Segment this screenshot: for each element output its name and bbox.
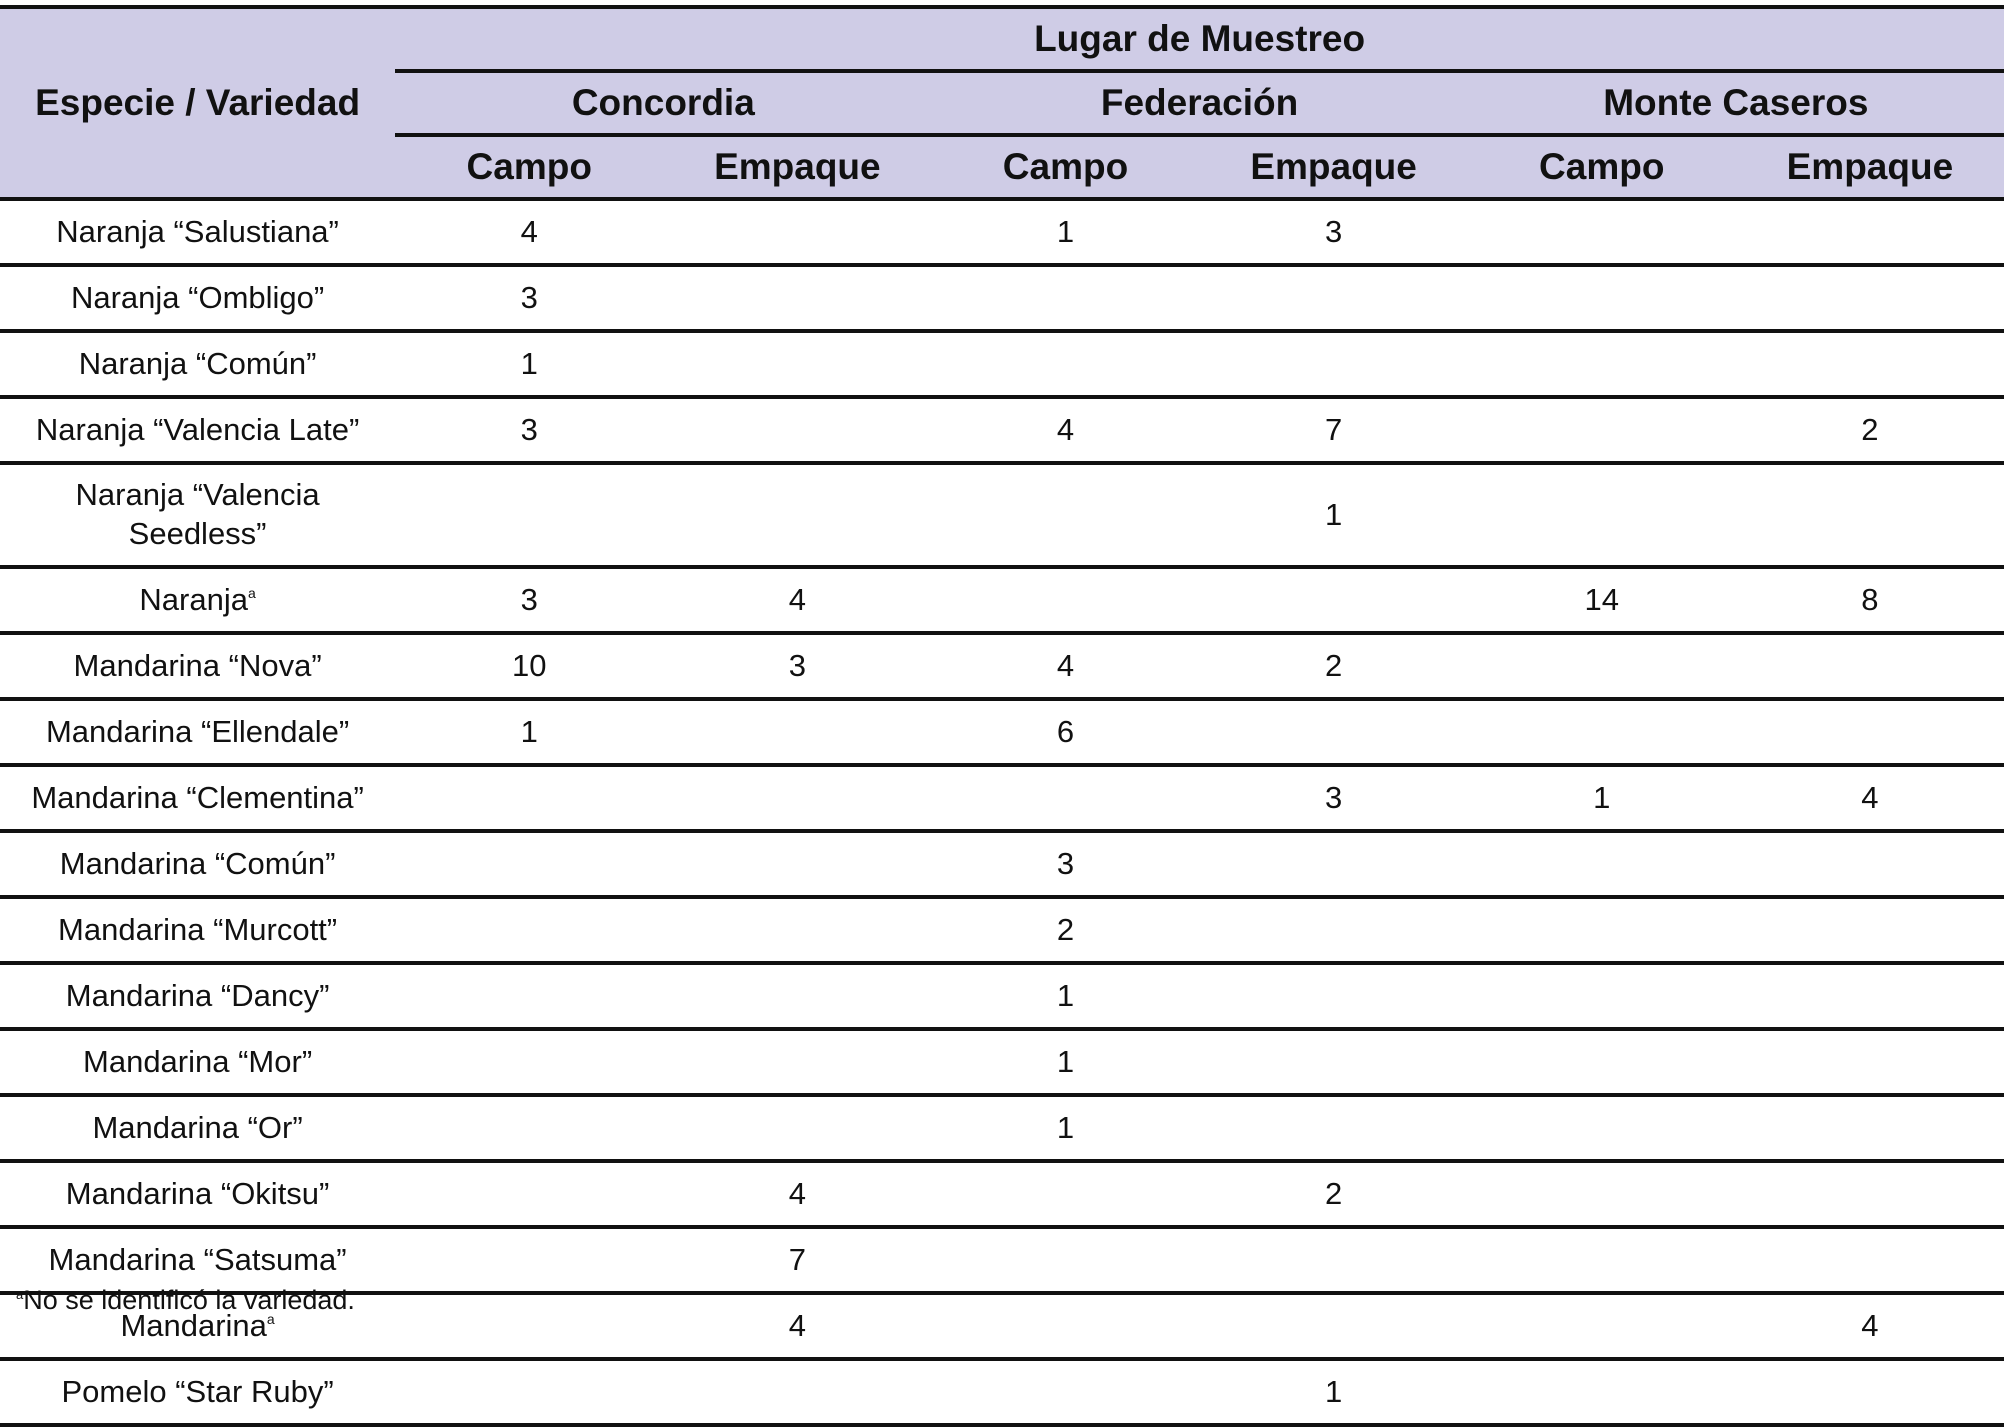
count-cell bbox=[663, 199, 931, 265]
table-row bbox=[0, 331, 2004, 397]
count-cell bbox=[1200, 831, 1468, 897]
count-cell bbox=[1200, 1293, 1468, 1359]
count-cell: 7 bbox=[1200, 397, 1468, 463]
count-cell bbox=[663, 897, 931, 963]
count-cell bbox=[395, 1161, 663, 1227]
count-cell bbox=[1468, 1293, 1736, 1359]
species-name: Mandarina bbox=[120, 1307, 267, 1343]
count-cell: 3 bbox=[395, 397, 663, 463]
count-cell bbox=[663, 1029, 931, 1095]
location-header-concordia: Concordia bbox=[395, 71, 931, 135]
species-name: Naranja “Común” bbox=[78, 345, 317, 381]
count-cell bbox=[1468, 633, 1736, 699]
count-cell bbox=[663, 831, 931, 897]
count-cell bbox=[395, 463, 663, 567]
species-name: Mandarina “Satsuma” bbox=[48, 1241, 347, 1277]
count-cell bbox=[931, 567, 1199, 633]
location-header-monte-caseros: Monte Caseros bbox=[1468, 71, 2004, 135]
species-cell bbox=[0, 765, 395, 831]
species-name: Mandarina “Okitsu” bbox=[65, 1175, 330, 1211]
count-cell bbox=[1200, 567, 1468, 633]
count-cell bbox=[1736, 831, 2004, 897]
count-cell: 1 bbox=[1468, 765, 1736, 831]
count-cell: 1 bbox=[931, 963, 1199, 1029]
table-row bbox=[0, 1161, 2004, 1227]
subcolumn-header: Empaque bbox=[663, 135, 931, 199]
species-name: Mandarina “Or” bbox=[92, 1109, 303, 1145]
species-name: Mandarina “Común” bbox=[59, 845, 336, 881]
count-cell bbox=[663, 265, 931, 331]
count-cell: 6 bbox=[931, 699, 1199, 765]
count-cell bbox=[395, 963, 663, 1029]
count-cell bbox=[1200, 1227, 1468, 1293]
subcolumn-header: Campo bbox=[931, 135, 1199, 199]
species-name: Mandarina “Clementina” bbox=[31, 779, 364, 815]
count-cell bbox=[1200, 699, 1468, 765]
count-cell: 1 bbox=[931, 1095, 1199, 1161]
table-row bbox=[0, 897, 2004, 963]
table-row bbox=[0, 1029, 2004, 1095]
subcolumn-header: Campo bbox=[1468, 135, 1736, 199]
species-name: Mandarina “Mor” bbox=[83, 1043, 313, 1079]
count-cell: 8 bbox=[1736, 567, 2004, 633]
count-cell bbox=[1200, 897, 1468, 963]
count-cell bbox=[1468, 331, 1736, 397]
count-cell: 4 bbox=[663, 567, 931, 633]
species-name: Mandarina “Dancy” bbox=[65, 977, 330, 1013]
species-cell bbox=[0, 963, 395, 1029]
footnote bbox=[16, 1285, 355, 1316]
count-cell bbox=[1468, 1359, 1736, 1425]
count-cell bbox=[1468, 831, 1736, 897]
count-cell: 1 bbox=[931, 199, 1199, 265]
species-name: Naranja bbox=[139, 581, 248, 617]
footnote-marker: a bbox=[266, 1310, 275, 1327]
count-cell: 1 bbox=[395, 331, 663, 397]
count-cell: 4 bbox=[931, 397, 1199, 463]
count-cell: 3 bbox=[395, 265, 663, 331]
count-cell bbox=[931, 765, 1199, 831]
table-row bbox=[0, 1095, 2004, 1161]
species-cell bbox=[0, 633, 395, 699]
count-cell: 4 bbox=[663, 1161, 931, 1227]
count-cell: 14 bbox=[1468, 567, 1736, 633]
species-name: Naranja “Ombligo” bbox=[70, 279, 325, 315]
footnote-marker: a bbox=[247, 584, 256, 601]
count-cell bbox=[1468, 963, 1736, 1029]
count-cell: 3 bbox=[1200, 199, 1468, 265]
count-cell bbox=[663, 397, 931, 463]
count-cell bbox=[931, 1227, 1199, 1293]
count-cell bbox=[395, 1359, 663, 1425]
count-cell bbox=[395, 1029, 663, 1095]
count-cell bbox=[663, 1359, 931, 1425]
count-cell bbox=[395, 1095, 663, 1161]
table-row bbox=[0, 1359, 2004, 1425]
count-cell: 1 bbox=[1200, 1359, 1468, 1425]
count-cell: 1 bbox=[1200, 463, 1468, 567]
count-cell bbox=[1200, 265, 1468, 331]
species-cell bbox=[0, 1161, 395, 1227]
table-body bbox=[0, 199, 2004, 1425]
species-cell bbox=[0, 463, 395, 567]
species-cell bbox=[0, 331, 395, 397]
table-row bbox=[0, 699, 2004, 765]
count-cell bbox=[1468, 1029, 1736, 1095]
count-cell bbox=[1468, 897, 1736, 963]
count-cell: 3 bbox=[1200, 765, 1468, 831]
species-cell bbox=[0, 831, 395, 897]
species-cell bbox=[0, 699, 395, 765]
count-cell bbox=[1468, 1161, 1736, 1227]
count-cell: 4 bbox=[663, 1293, 931, 1359]
subcolumn-header: Campo bbox=[395, 135, 663, 199]
count-cell bbox=[1468, 397, 1736, 463]
species-name: Mandarina “Nova” bbox=[73, 647, 322, 683]
count-cell bbox=[1736, 1227, 2004, 1293]
count-cell bbox=[395, 831, 663, 897]
count-cell bbox=[1468, 699, 1736, 765]
subcolumn-header: Empaque bbox=[1736, 135, 2004, 199]
count-cell bbox=[1736, 1029, 2004, 1095]
count-cell: 7 bbox=[663, 1227, 931, 1293]
count-cell: 4 bbox=[931, 633, 1199, 699]
count-cell bbox=[663, 463, 931, 567]
species-name: Naranja “Salustiana” bbox=[56, 213, 339, 249]
species-cell bbox=[0, 1359, 395, 1425]
count-cell bbox=[1468, 265, 1736, 331]
count-cell bbox=[1468, 1095, 1736, 1161]
table-row bbox=[0, 633, 2004, 699]
species-name: Mandarina “Murcott” bbox=[58, 911, 338, 947]
table-row bbox=[0, 463, 2004, 567]
count-cell bbox=[931, 463, 1199, 567]
count-cell bbox=[1468, 1227, 1736, 1293]
count-cell bbox=[663, 699, 931, 765]
species-name: Pomelo “Star Ruby” bbox=[61, 1373, 334, 1409]
count-cell: 3 bbox=[663, 633, 931, 699]
count-cell bbox=[931, 1293, 1199, 1359]
count-cell bbox=[931, 265, 1199, 331]
count-cell: 4 bbox=[395, 199, 663, 265]
count-cell bbox=[1736, 633, 2004, 699]
count-cell bbox=[1736, 463, 2004, 567]
data-table-container bbox=[0, 5, 2004, 1427]
table-row bbox=[0, 567, 2004, 633]
count-cell bbox=[931, 331, 1199, 397]
species-name: Naranja “Valencia Seedless” bbox=[75, 477, 320, 551]
count-cell bbox=[1736, 265, 2004, 331]
count-cell bbox=[395, 897, 663, 963]
count-cell bbox=[395, 765, 663, 831]
table-row bbox=[0, 1227, 2004, 1293]
count-cell bbox=[1468, 463, 1736, 567]
table-row bbox=[0, 199, 2004, 265]
count-cell bbox=[931, 1161, 1199, 1227]
count-cell bbox=[395, 1293, 663, 1359]
location-header-federacion: Federación bbox=[931, 71, 1467, 135]
count-cell bbox=[1736, 199, 2004, 265]
count-cell bbox=[1736, 1095, 2004, 1161]
count-cell bbox=[663, 1095, 931, 1161]
count-cell bbox=[663, 963, 931, 1029]
species-cell bbox=[0, 897, 395, 963]
count-cell: 3 bbox=[931, 831, 1199, 897]
count-cell bbox=[1200, 1095, 1468, 1161]
count-cell: 2 bbox=[1736, 397, 2004, 463]
species-name: Mandarina “Ellendale” bbox=[45, 713, 350, 749]
count-cell: 2 bbox=[1200, 633, 1468, 699]
count-cell bbox=[395, 1227, 663, 1293]
species-cell bbox=[0, 1029, 395, 1095]
count-cell: 4 bbox=[1736, 765, 2004, 831]
species-cell bbox=[0, 567, 395, 633]
table-row bbox=[0, 397, 2004, 463]
subcolumn-header: Empaque bbox=[1200, 135, 1468, 199]
count-cell bbox=[1200, 1029, 1468, 1095]
count-cell bbox=[1200, 331, 1468, 397]
count-cell bbox=[1736, 1359, 2004, 1425]
table-row bbox=[0, 765, 2004, 831]
count-cell bbox=[1736, 699, 2004, 765]
count-cell bbox=[931, 1359, 1199, 1425]
table-row bbox=[0, 831, 2004, 897]
count-cell: 3 bbox=[395, 567, 663, 633]
footnote-marker: a bbox=[16, 1287, 24, 1302]
count-cell: 2 bbox=[931, 897, 1199, 963]
count-cell: 1 bbox=[395, 699, 663, 765]
count-cell bbox=[663, 765, 931, 831]
species-cell bbox=[0, 265, 395, 331]
count-cell: 1 bbox=[931, 1029, 1199, 1095]
count-cell bbox=[1736, 331, 2004, 397]
count-cell bbox=[1736, 963, 2004, 1029]
species-cell bbox=[0, 1095, 395, 1161]
count-cell: 2 bbox=[1200, 1161, 1468, 1227]
count-cell bbox=[663, 331, 931, 397]
table-header bbox=[0, 7, 2004, 199]
sampling-table bbox=[0, 5, 2004, 1427]
count-cell: 10 bbox=[395, 633, 663, 699]
count-cell bbox=[1200, 963, 1468, 1029]
footnote-text: No se identificó la variedad. bbox=[23, 1285, 355, 1315]
count-cell: 4 bbox=[1736, 1293, 2004, 1359]
count-cell bbox=[1468, 199, 1736, 265]
table-row bbox=[0, 265, 2004, 331]
species-column-header: Especie / Variedad bbox=[0, 7, 395, 199]
species-cell bbox=[0, 397, 395, 463]
count-cell bbox=[1736, 897, 2004, 963]
count-cell bbox=[1736, 1161, 2004, 1227]
sampling-location-header: Lugar de Muestreo bbox=[395, 7, 2004, 71]
species-cell bbox=[0, 199, 395, 265]
species-name: Naranja “Valencia Late” bbox=[35, 411, 360, 447]
species-cell bbox=[0, 1227, 395, 1293]
table-row bbox=[0, 963, 2004, 1029]
